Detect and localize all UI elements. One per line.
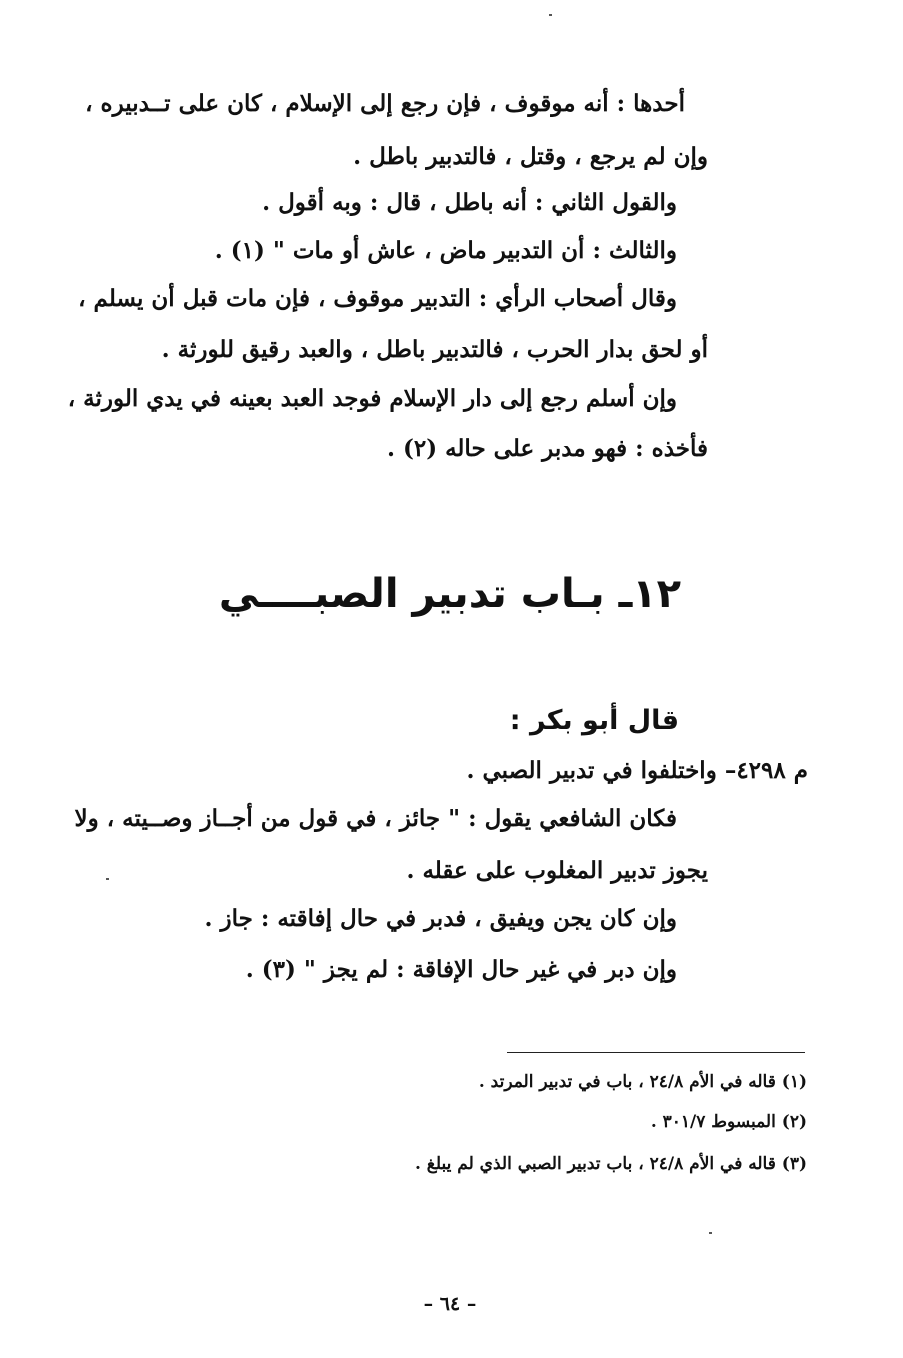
- scan-speck: [709, 1232, 712, 1234]
- text-line: وإن كان يجن ويفيق ، فدبر في حال إفاقته : جاز .: [204, 905, 677, 932]
- text-line: وإن أسلم رجع إلى دار الإسلام فوجد العبد بعينه في يدي الورثة ،: [67, 385, 677, 412]
- text-line: والقول الثاني : أنه باطل ، قال : وبه أقول .: [262, 189, 677, 216]
- text-line: والثالث : أن التدبير ماض ، عاش أو مات " (١) .: [214, 237, 677, 264]
- scan-speck: [106, 878, 109, 880]
- issue-line: م ٤٢٩٨– واختلفوا في تدبير الصبي .: [466, 757, 808, 784]
- text-line: فأخذه : فهو مدبر على حاله (٢) .: [386, 435, 708, 462]
- scan-speck: [549, 14, 552, 16]
- speaker-heading: قال أبو بكر :: [509, 705, 679, 736]
- text-line: فكان الشافعي يقول : " جائز ، في قول من أجــاز وصــيته ، ولا: [74, 805, 677, 832]
- text-line: وإن دبر في غير حال الإفاقة : لم يجز " (٣) .: [245, 956, 677, 983]
- text-line: وقال أصحاب الرأي : التدبير موقوف ، فإن مات قبل أن يسلم ،: [78, 285, 677, 312]
- text-line: أو لحق بدار الحرب ، فالتدبير باطل ، والعبد رقيق للورثة .: [161, 336, 708, 363]
- chapter-title: ١٢ـ بـاب تدبير الصبــــي: [218, 571, 682, 617]
- footnote: (٢) المبسوط ٣٠١/٧ .: [650, 1112, 807, 1132]
- footnote-separator: [507, 1052, 805, 1053]
- text-line: أحدها : أنه موقوف ، فإن رجع إلى الإسلام ، كان على تــدبيره ،: [85, 90, 685, 117]
- page-number: – ٦٤ –: [423, 1293, 477, 1315]
- footnote: (٣) قاله في الأم ٢٤/٨ ، باب تدبير الصبي الذي لم يبلغ .: [414, 1154, 807, 1174]
- text-line: يجوز تدبير المغلوب على عقله .: [406, 857, 708, 884]
- footnote: (١) قاله في الأم ٢٤/٨ ، باب في تدبير المرتد .: [478, 1072, 807, 1092]
- text-line: وإن لم يرجع ، وقتل ، فالتدبير باطل .: [353, 143, 708, 170]
